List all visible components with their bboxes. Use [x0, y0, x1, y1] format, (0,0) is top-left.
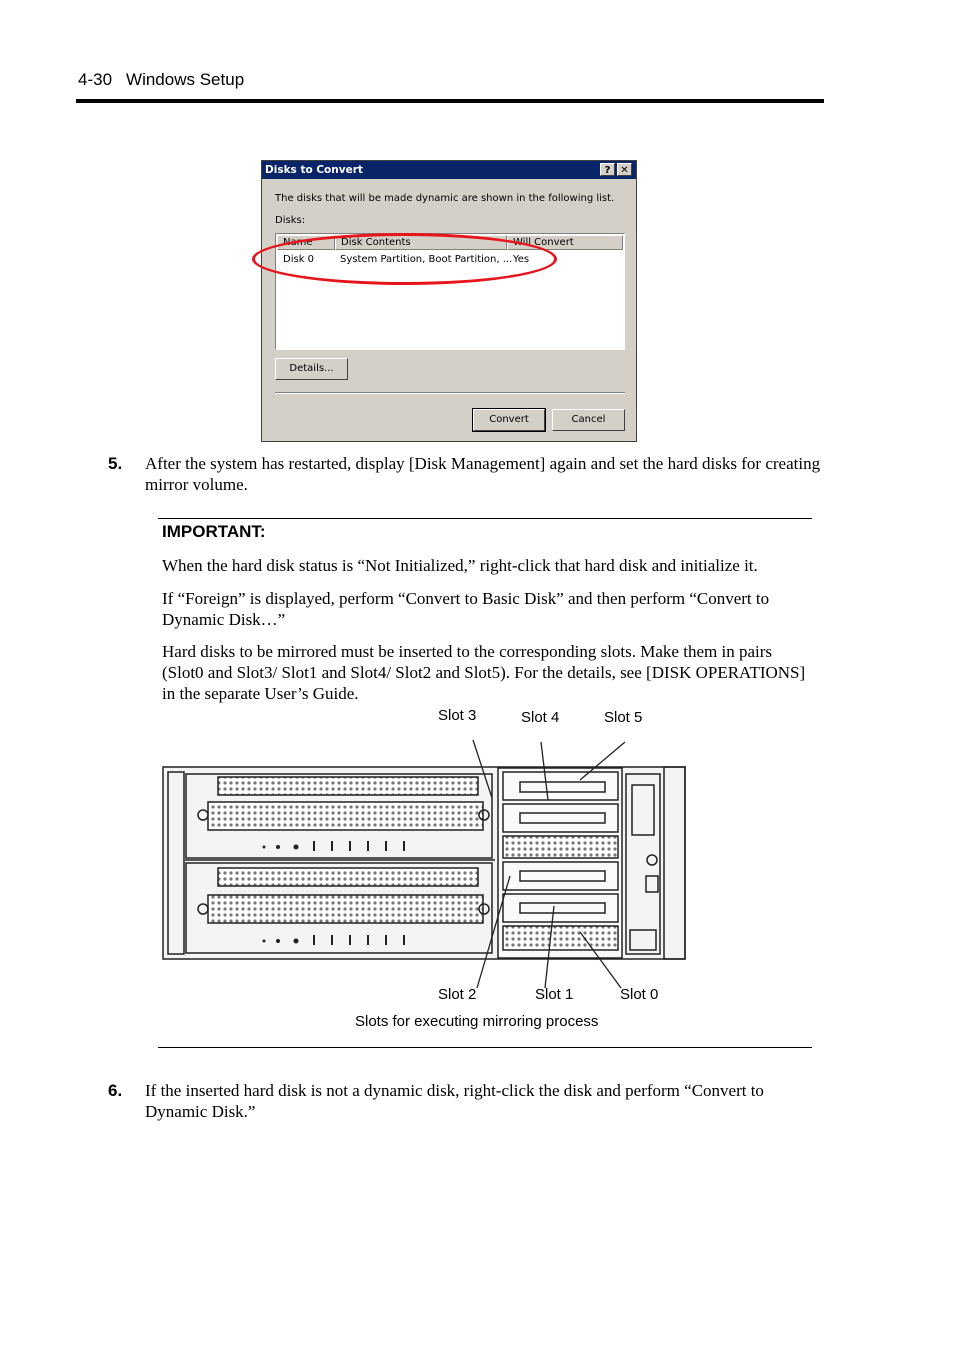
- important-title: IMPORTANT:: [162, 522, 266, 541]
- slot-5-label: Slot 5: [604, 709, 643, 726]
- important-paragraph: When the hard disk status is “Not Initialized,” right-click that hard disk and initialize it.: [162, 556, 758, 575]
- step-number: 6.: [108, 1081, 123, 1100]
- important-paragraph: Hard disks to be mirrored must be inserted to the corresponding slots. Make them in pairs (Slot0 and Slot3/ Slot1 and Slot4/ Slot2 and Slot5). For the details, see [DISK OPERATIONS] in the separate User’s Guide.: [162, 642, 806, 703]
- column-header-will-convert[interactable]: Will Convert: [507, 235, 623, 250]
- slot-3-label: Slot 3: [438, 707, 477, 724]
- slot-2-label: Slot 2: [438, 986, 477, 1003]
- disk-name-cell: Disk 0: [283, 254, 315, 265]
- figure-caption: Slots for executing mirroring process: [355, 1013, 599, 1030]
- help-icon[interactable]: ?: [600, 163, 615, 176]
- step-number: 5.: [108, 454, 123, 473]
- disk-contents-cell: System Partition, Boot Partition, ...: [340, 254, 513, 265]
- important-bottom-rule: [158, 1047, 812, 1048]
- convert-button[interactable]: Convert: [473, 409, 545, 431]
- disks-label: Disks:: [275, 215, 306, 226]
- slot-4-label: Slot 4: [521, 709, 560, 726]
- details-button[interactable]: Details...: [275, 358, 348, 380]
- section-title: Windows Setup: [126, 70, 245, 89]
- slot-1-label: Slot 1: [535, 986, 574, 1003]
- step-text: After the system has restarted, display [Disk Management] again and set the hard disks for creating mirror volume.: [145, 454, 821, 494]
- dialog-description: The disks that will be made dynamic are shown in the following list.: [275, 193, 615, 204]
- important-paragraph: If “Foreign” is displayed, perform “Convert to Basic Disk” and then perform “Convert to Dynamic Disk…”: [162, 589, 770, 629]
- step-text: If the inserted hard disk is not a dynamic disk, right-click the disk and perform “Convert to Dynamic Disk.”: [145, 1081, 764, 1121]
- cancel-button[interactable]: Cancel: [552, 409, 625, 431]
- page-number: 4-30: [78, 70, 113, 89]
- dialog-title: Disks to Convert: [265, 164, 363, 176]
- slot-0-label: Slot 0: [620, 986, 659, 1003]
- close-icon[interactable]: ✕: [617, 163, 632, 176]
- will-convert-cell: Yes: [513, 254, 530, 265]
- column-header-name[interactable]: Name: [277, 235, 335, 250]
- column-header-disk-contents[interactable]: Disk Contents: [335, 235, 507, 250]
